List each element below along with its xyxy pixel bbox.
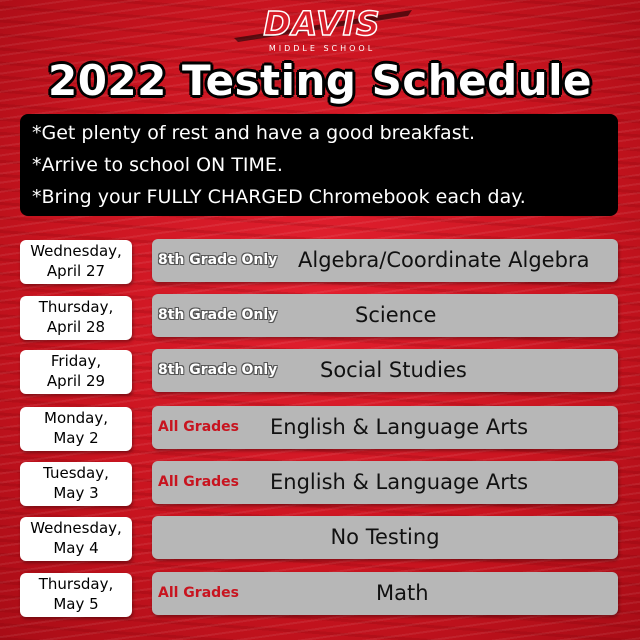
subject-bar [152, 239, 618, 282]
date-day: Thursday, [38, 298, 114, 316]
date-date: May 5 [53, 595, 99, 613]
grade-badge: 8th Grade Only [158, 362, 278, 378]
date-day: Thursday, [38, 575, 114, 593]
grade-badge: 8th Grade Only [158, 252, 278, 268]
note-line: *Arrive to school ON TIME. [32, 154, 283, 176]
subject-label: Algebra/Coordinate Algebra [298, 248, 590, 272]
grade-badge: All Grades [158, 474, 239, 490]
date-day: Wednesday, [30, 519, 122, 537]
subject-label: English & Language Arts [270, 415, 529, 439]
notes-box [20, 114, 618, 216]
subject-label: Science [355, 303, 437, 327]
logo-wordmark: DAVIS [263, 4, 381, 43]
date-box [20, 240, 132, 284]
subject-label: English & Language Arts [270, 470, 529, 494]
date-box [20, 462, 132, 506]
subject-bar [152, 294, 618, 337]
date-date: April 27 [46, 262, 106, 280]
date-box [20, 296, 132, 340]
date-box [20, 350, 132, 394]
date-date: May 2 [53, 429, 99, 447]
note-line: *Get plenty of rest and have a good breakfast. [32, 122, 476, 144]
subject-bar [152, 572, 618, 615]
subject-bar [152, 349, 618, 392]
davis-logo [224, 4, 420, 54]
date-date: April 28 [46, 318, 106, 336]
grade-badge: All Grades [158, 419, 239, 435]
date-day: Wednesday, [30, 242, 122, 260]
page-title: 2022 Testing Schedule [47, 56, 592, 105]
date-date: April 29 [46, 372, 106, 390]
note-line: *Bring your FULLY CHARGED Chromebook each day. [32, 186, 526, 208]
subject-label: Math [376, 581, 429, 605]
grade-badge: All Grades [158, 585, 239, 601]
logo-subtitle: MIDDLE SCHOOL [268, 44, 376, 53]
grade-badge: 8th Grade Only [158, 307, 278, 323]
date-day: Friday, [50, 352, 102, 370]
date-box [20, 407, 132, 451]
subject-bar [152, 516, 618, 559]
subject-label: Social Studies [320, 358, 467, 382]
subject-bar [152, 461, 618, 504]
date-day: Monday, [44, 409, 108, 427]
date-day: Tuesday, [43, 464, 109, 482]
subject-label: No Testing [330, 525, 440, 549]
date-box [20, 517, 132, 561]
date-box [20, 573, 132, 617]
date-date: May 4 [53, 539, 99, 557]
subject-bar [152, 406, 618, 449]
date-date: May 3 [53, 484, 99, 502]
